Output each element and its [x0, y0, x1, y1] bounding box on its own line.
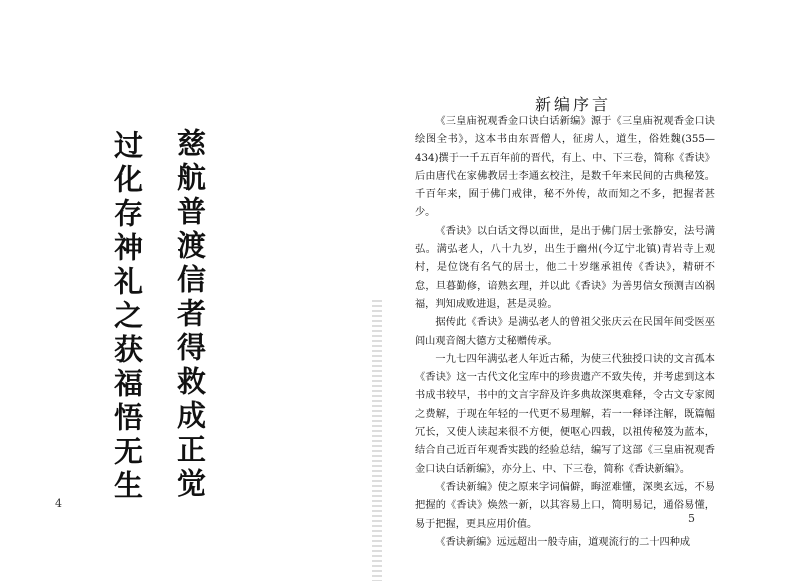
verse-column-2: 过化存神礼之获福悟无生: [110, 130, 144, 504]
preface-title: 新编序言: [535, 95, 612, 114]
preface-body: [415, 113, 715, 552]
right-page-number: 5: [688, 512, 695, 525]
paragraph: 一九七四年满弘老人年近古稀，为使三代独授口诀的文言孤本《香诀》这一古代文化宝库中的珍贵遗产不致失传，并考虑到这本书成书较早，书中的文言字辞及许多典故深奥难释，令古文专家阅之费解，于现在年轻的一代更不易理解，若一一释译注解，既篇幅冗长，又使人读起来很不方便，便呕心四载，以祖传秘笈为蓝本，结合自己近百年观香实践的经验总结，编写了这部《三皇庙祝观香金口诀白话新编》，亦分上、中、下三卷，简称《香诀新编》。: [415, 353, 715, 475]
left-page: [0, 0, 396, 581]
left-page-number: 4: [55, 497, 62, 510]
paragraph: 《香诀新编》使之原来字词偏僻，晦涩难懂，深奥玄远，不易把握的《香诀》焕然一新，以其容易上口，简明易记，通俗易懂，易于把握，更具应用价值。: [415, 481, 715, 530]
book-gutter: [372, 300, 382, 581]
paragraph: 《香诀新编》远远超出一般寺庙，道观流行的二十四种成: [435, 536, 691, 548]
verse-column-1: 慈航普渡信者得救成正觉: [173, 128, 207, 502]
paragraph: 《三皇庙祝观香金口诀白话新编》源于《三皇庙祝观香金口诀绘图全书》，这本书由东晋僧人，征虏人，道生，俗姓魏(355—434)撰于一千五百年前的晋代，有上、中、下三卷，简称《香诀》后由唐代在家佛教居士李通玄校注，是数千年来民间的古典秘笈。千百年来，囿于佛门戒律，秘不外传，故而知之不多，把握者甚少。: [415, 116, 715, 219]
paragraph: 《香诀》以白话文得以面世，是出于佛门居士张静安，法号满弘。满弘老人，八十九岁，出生于幽州(今辽宁北镇)青岩寺上观村，是位饶有名气的居士，他二十岁继承祖传《香诀》，精研不怠，旦暮勤修，谙熟玄理，并以此《香诀》为善男信女预测吉凶祸福，判知成败进退，甚是灵验。: [415, 225, 715, 310]
paragraph: 据传此《香诀》是满弘老人的曾祖父张庆云在民国年间受医巫闾山观音阁大德方丈秘赠传承。: [415, 317, 715, 347]
